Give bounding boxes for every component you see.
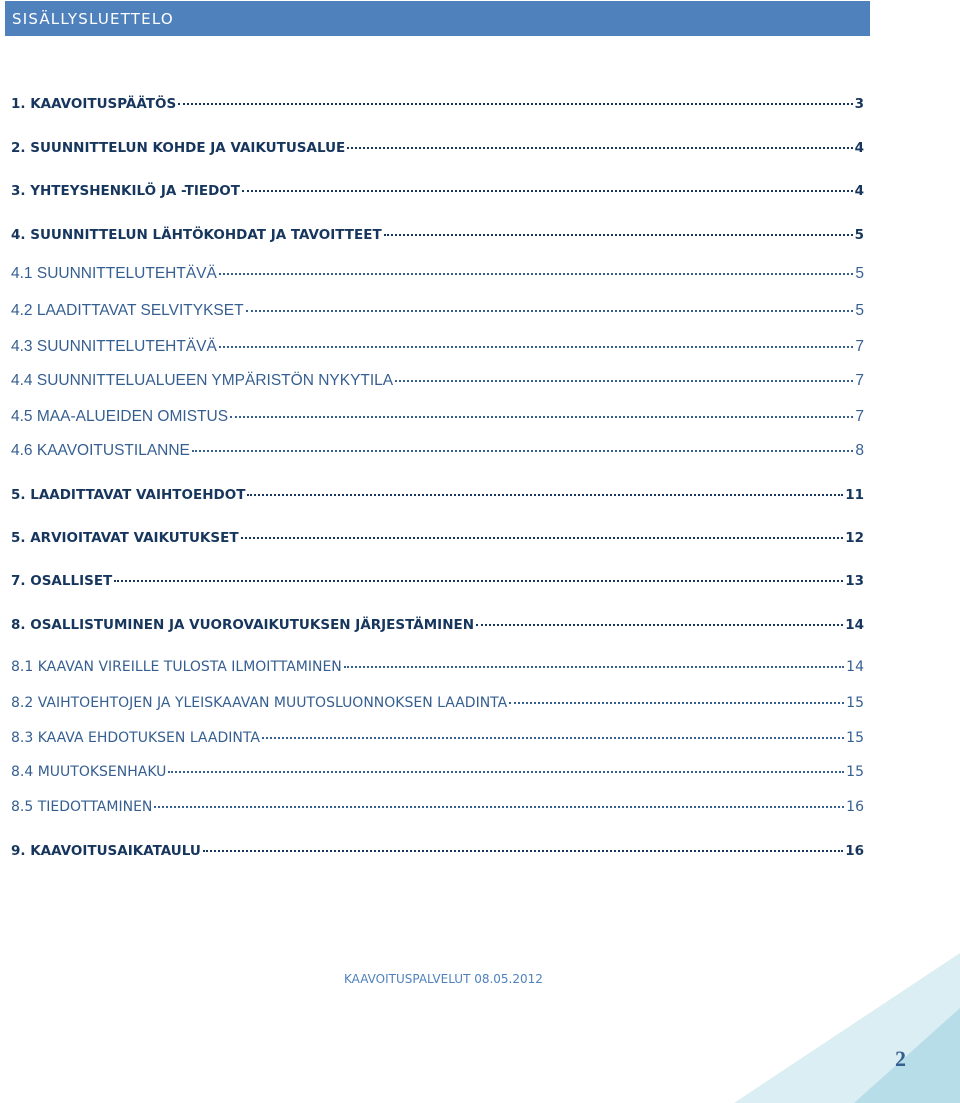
toc-dot-leader — [246, 309, 854, 312]
toc-dot-leader — [192, 449, 853, 452]
toc-entry[interactable] — [0, 442, 960, 464]
toc-entry[interactable] — [0, 372, 960, 394]
toc-entry-page: 13 — [845, 573, 864, 589]
toc-entry-page: 15 — [846, 695, 864, 711]
toc-dot-leader — [395, 379, 853, 382]
toc-entry[interactable] — [0, 96, 960, 118]
toc-entry-page: 5 — [854, 227, 864, 243]
toc-dot-leader — [509, 701, 844, 704]
toc-entry-label: 4. SUUNNITTELUN LÄHTÖKOHDAT JA TAVOITTEET — [11, 227, 382, 243]
toc-entry-label: 8.4 MUUTOKSENHAKU — [11, 764, 167, 780]
toc-dot-leader — [203, 849, 843, 852]
toc-entry[interactable] — [0, 843, 960, 865]
toc-entry-label: 5. LAADITTAVAT VAIHTOEHDOT — [11, 487, 246, 503]
toc-dot-leader — [219, 345, 854, 348]
toc-entry[interactable] — [0, 338, 960, 360]
toc-entry[interactable] — [0, 227, 960, 249]
toc-entry[interactable] — [0, 573, 960, 595]
toc-dot-leader — [168, 770, 844, 773]
toc-entry[interactable] — [0, 659, 960, 681]
toc-entry-page: 5 — [855, 265, 864, 282]
toc-header-bar — [5, 1, 870, 36]
page-number: 2 — [895, 1046, 906, 1071]
toc-title: SISÄLLYSLUETTELO — [12, 9, 174, 28]
toc-entry[interactable] — [0, 799, 960, 821]
toc-entry-page: 12 — [845, 530, 864, 546]
toc-entry-page: 4 — [854, 140, 864, 156]
toc-dot-leader — [241, 536, 844, 539]
footer-text: KAAVOITUSPALVELUT 08.05.2012 — [344, 972, 543, 986]
toc-entry-label: 8.2 VAIHTOEHTOJEN JA YLEISKAAVAN MUUTOSLUONNOKSEN LAADINTA — [11, 695, 508, 711]
toc-dot-leader — [476, 623, 843, 626]
toc-dot-leader — [219, 272, 854, 275]
toc-entry[interactable] — [0, 408, 960, 430]
toc-entry-page: 7 — [855, 338, 864, 355]
toc-entry[interactable] — [0, 530, 960, 552]
toc-dot-leader — [247, 493, 843, 496]
toc-entry[interactable] — [0, 617, 960, 639]
toc-entry-page: 15 — [846, 764, 864, 780]
toc-entry-label: 1. KAAVOITUSPÄÄTÖS — [11, 96, 177, 112]
toc-entry-label: 3. YHTEYSHENKILÖ JA -TIEDOT — [11, 183, 240, 199]
toc-dot-leader — [347, 146, 852, 149]
toc-entry-page: 16 — [845, 843, 864, 859]
toc-entry[interactable] — [0, 487, 960, 509]
toc-dot-leader — [242, 189, 853, 192]
toc-dot-leader — [344, 665, 844, 668]
toc-entry-page: 14 — [845, 617, 864, 633]
toc-entry-label: 4.2 LAADITTAVAT SELVITYKSET — [11, 302, 244, 319]
toc-entry[interactable] — [0, 140, 960, 162]
toc-dot-leader — [154, 805, 844, 808]
toc-entry-page: 16 — [846, 799, 864, 815]
toc-dot-leader — [262, 736, 844, 739]
toc-entry-label: 2. SUUNNITTELUN KOHDE JA VAIKUTUSALUE — [11, 140, 346, 156]
toc-entry-label: 7. OSALLISET — [11, 573, 113, 589]
toc-entry-page: 15 — [846, 730, 864, 746]
toc-dot-leader — [178, 102, 852, 105]
toc-entry-label: 9. KAAVOITUSAIKATAULU — [11, 843, 201, 859]
toc-entry-label: 4.1 SUUNNITTELUTEHTÄVÄ — [11, 265, 217, 282]
toc-entry-label: 8. OSALLISTUMINEN JA VUOROVAIKUTUKSEN JÄRJESTÄMINEN — [11, 617, 475, 633]
toc-entry-label: 4.6 KAAVOITUSTILANNE — [11, 442, 190, 459]
toc-entry-label: 4.3 SUUNNITTELUTEHTÄVÄ — [11, 338, 217, 355]
toc-entry[interactable] — [0, 730, 960, 752]
toc-entry-page: 4 — [854, 183, 864, 199]
toc-entry[interactable] — [0, 695, 960, 717]
toc-dot-leader — [114, 579, 843, 582]
toc-entry-page: 8 — [855, 442, 864, 459]
toc-entry-page: 7 — [855, 372, 864, 389]
toc-dot-leader — [230, 415, 853, 418]
toc-entry-page: 14 — [846, 659, 864, 675]
toc-entry[interactable] — [0, 302, 960, 324]
corner-decoration — [734, 953, 960, 1103]
toc-entry[interactable] — [0, 265, 960, 287]
toc-dot-leader — [384, 233, 853, 236]
toc-entry-label: 8.3 KAAVA EHDOTUKSEN LAADINTA — [11, 730, 260, 746]
toc-entry-page: 7 — [855, 408, 864, 425]
toc-entry-label: 4.4 SUUNNITTELUALUEEN YMPÄRISTÖN NYKYTILA — [11, 372, 394, 389]
toc-entry[interactable] — [0, 764, 960, 786]
toc-entry-label: 5. ARVIOITAVAT VAIKUTUKSET — [11, 530, 239, 546]
toc-entry[interactable] — [0, 183, 960, 205]
toc-entry-page: 5 — [855, 302, 864, 319]
toc-entry-page: 11 — [845, 487, 864, 503]
toc-entry-page: 3 — [854, 96, 864, 112]
toc-entry-label: 8.1 KAAVAN VIREILLE TULOSTA ILMOITTAMINEN — [11, 659, 342, 675]
toc-entry-label: 4.5 MAA-ALUEIDEN OMISTUS — [11, 408, 229, 425]
toc-entry-label: 8.5 TIEDOTTAMINEN — [11, 799, 153, 815]
